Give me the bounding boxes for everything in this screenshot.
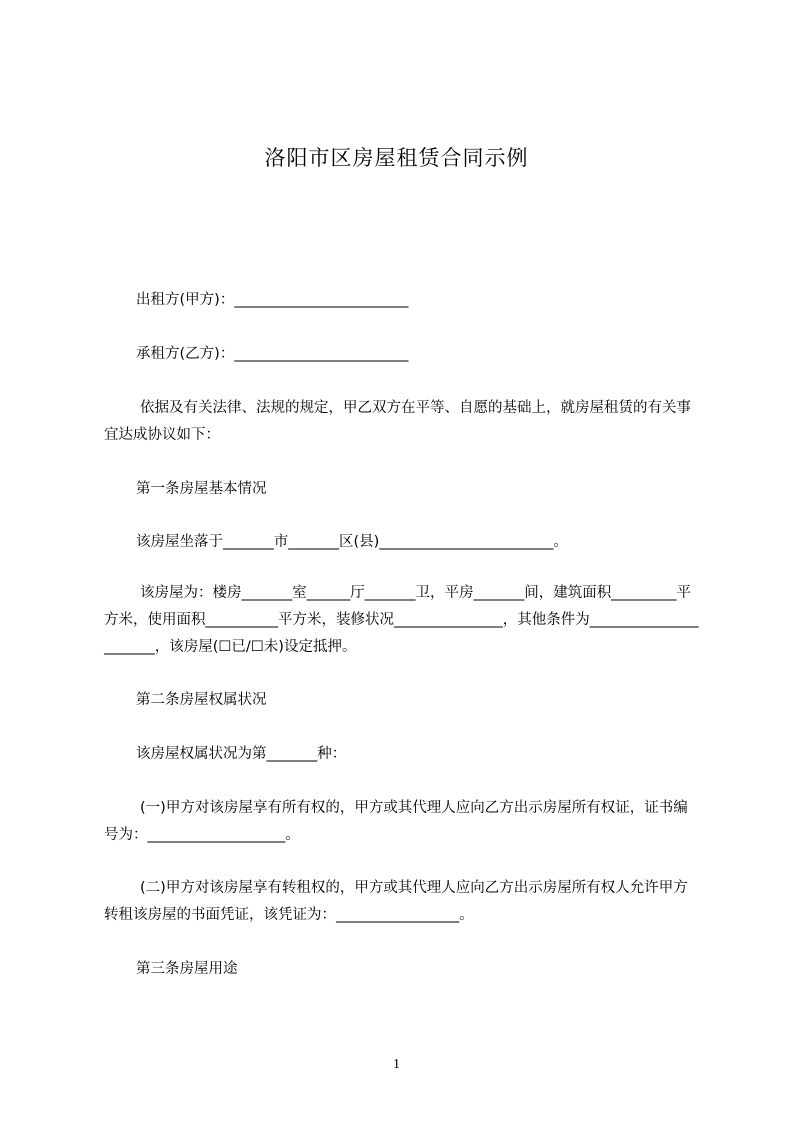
- article1-heading: 第一条房屋基本情况: [136, 481, 267, 497]
- article1-location: 该房屋坐落于_______市_______区(县)________________________。: [136, 534, 568, 550]
- article2-item1: (一)甲方对该房屋享有所有权的，甲方或其代理人应向乙方出示房屋所有权证，证书编号为：___________________。: [104, 800, 688, 843]
- intro-paragraph: 依据及有关法律、法规的规定，甲乙双方在平等、自愿的基础上，就房屋租赁的有关事宜达成协议如下：: [104, 400, 691, 443]
- article3-heading: 第三条房屋用途: [136, 961, 238, 977]
- article2-type: 该房屋权属状况为第_______种：: [136, 746, 347, 762]
- article2-item2: (二)甲方对该房屋享有转租权的，甲方或其代理人应向乙方出示房屋所有权人允许甲方转租该房屋的书面凭证，该凭证为：_________________。: [104, 880, 688, 923]
- page-number: 1: [393, 1057, 400, 1072]
- article2-heading: 第二条房屋权属状况: [136, 692, 267, 708]
- article1-details: 该房屋为：楼房_______室______厅_______卫，平房_______间，建筑面积_________平方米，使用面积__________平方米，装修状况_______________，其他条件为______________________，该房屋(☐已/☐未)设定抵押。: [104, 585, 699, 655]
- document-title: 洛阳市区房屋租赁合同示例: [264, 146, 529, 170]
- lessor-line: 出租方(甲方)：________________________: [136, 292, 409, 308]
- lessee-line: 承租方(乙方)：________________________: [136, 346, 409, 362]
